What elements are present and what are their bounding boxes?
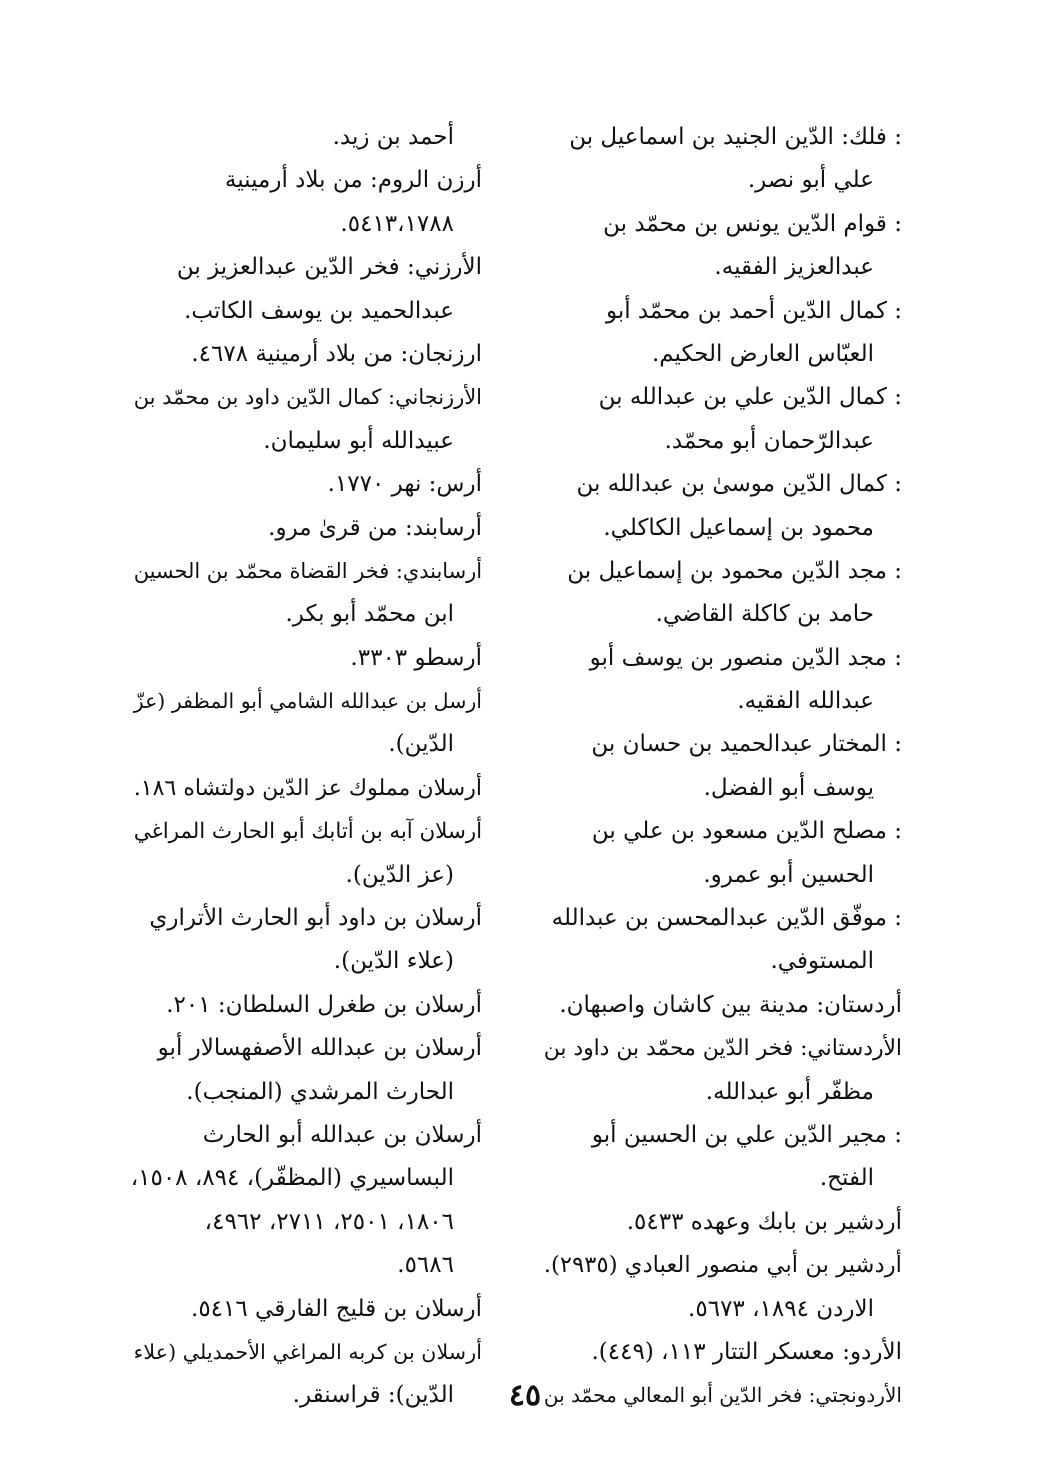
index-entry [540, 897, 902, 940]
index-entry-text: أرزن الروم: من بلاد أرمينية [224, 167, 482, 194]
index-entry-continuation [130, 940, 482, 983]
index-entry [540, 1114, 902, 1157]
index-entry-continuation [130, 420, 482, 463]
index-entry [540, 550, 902, 593]
index-entry [130, 1331, 482, 1374]
index-entry-text: الحسين أبو عمرو. [703, 861, 874, 888]
index-entry [130, 897, 482, 940]
page-number: ٤٥ [508, 1378, 542, 1413]
index-entry-text: الفتح. [819, 1165, 874, 1192]
index-entry-text: عبيدالله أبو سليمان. [263, 427, 454, 454]
index-entry-text: (عز الدّين). [345, 861, 454, 888]
index-entry-continuation [130, 1201, 482, 1244]
index-entry-text: عبدالرّحمان أبو محمّد. [664, 427, 874, 454]
index-entry-continuation [540, 940, 902, 983]
index-entry-text: : مجير الدّين علي بن الحسين أبو [591, 1121, 902, 1148]
index-entry-text: عبدالله الفقيه. [737, 688, 874, 715]
index-entry-continuation [540, 507, 902, 550]
index-entry-text: مظفّر أبو عبدالله. [705, 1078, 874, 1105]
index-entry-text: ٥٤١٣،١٧٨٨. [340, 210, 454, 237]
index-entry-continuation [130, 1244, 482, 1287]
index-entry-continuation [540, 593, 902, 636]
index-entry-text: الأرزني: فخر الدّين عبدالعزيز بن [176, 254, 482, 281]
index-entry-text: الأرزنجاني: كمال الدّين داود بن محمّد بن [133, 385, 482, 410]
index-entry [540, 376, 902, 419]
index-entry-text: : مجد الدّين محمود بن إسماعيل بن [567, 557, 902, 584]
index-entry [540, 116, 902, 159]
index-entry-text: الأردو: معسكر التتار ١١٣، (٤٤٩). [591, 1338, 902, 1365]
index-entry-text: ١٨٠٦، ٢٥٠١، ٢٧١١، ٤٩٦٢، [204, 1208, 454, 1235]
index-entry-text: : كمال الدّين أحمد بن محمّد أبو [605, 297, 902, 324]
index-entry-text: الأردونجتي: فخر الدّين أبو المعالي محمّد بن [543, 1383, 902, 1408]
index-entry-continuation [540, 854, 902, 897]
index-entry-text: : مجد الدّين منصور بن يوسف أبو [589, 644, 902, 671]
index-column-right [540, 116, 902, 1418]
index-entry-text: أرسلان بن عبدالله أبو الحارث [202, 1121, 482, 1148]
index-entry-text: عبدالعزيز الفقيه. [714, 254, 874, 281]
index-entry [540, 1201, 902, 1244]
index-entry-text: الدّين). [388, 731, 454, 758]
index-entry-text: حامد بن كاكلة القاضي. [655, 601, 874, 628]
index-entry-continuation [540, 1157, 902, 1200]
index-entry [130, 507, 482, 550]
index-entry-text: أردشير بن بابك وعهده ٥٤٣٣. [626, 1208, 902, 1235]
index-entry-continuation [540, 420, 902, 463]
index-entry [130, 1288, 482, 1331]
index-entry-text: أرسلان مملوك عز الدّين دولتشاه ١٨٦. [133, 775, 482, 801]
index-entry-text: محمود بن إسماعيل الكاكلي. [603, 514, 874, 541]
index-entry-text: الدّين): قراسنقر. [292, 1382, 454, 1409]
index-entry-text: : كمال الدّين موسىٰ بن عبدالله بن [576, 471, 902, 498]
index-entry-text: الحارث المرشدي (المنجب). [186, 1078, 454, 1105]
index-entry-text: : كمال الدّين علي بن عبدالله بن [598, 384, 902, 411]
index-entry [540, 810, 902, 853]
index-entry-text: الاردن ١٨٩٤، ٥٦٧٣. [688, 1295, 874, 1322]
index-entry-text: المستوفي. [770, 948, 874, 975]
index-entry [130, 246, 482, 289]
index-entry [130, 984, 482, 1027]
index-entry-text: الأردستاني: فخر الدّين محمّد بن داود بن [543, 1036, 902, 1062]
index-entry-continuation [130, 593, 482, 636]
index-entry-text: أرسل بن عبدالله الشامي أبو المظفر (عزّ [133, 689, 482, 714]
index-entry-text: ٥٦٨٦. [397, 1252, 454, 1279]
index-entry-text: أرس: نهر ١٧٧٠. [327, 471, 482, 498]
index-entry-text: : مصلح الدّين مسعود بن علي بن [591, 818, 902, 845]
index-entry [130, 810, 482, 853]
index-entry-text: علي أبو نصر. [747, 167, 874, 194]
index-entry [130, 463, 482, 506]
index-entry-continuation [540, 1071, 902, 1114]
index-entry-continuation [130, 116, 482, 159]
index-entry-text: أرسلان آبه بن أتابك أبو الحارث المراغي [133, 819, 482, 845]
index-entry-text: ارزنجان: من بلاد أرمينية ٤٦٧٨. [191, 340, 482, 367]
index-entry [130, 550, 482, 593]
index-entry-continuation [130, 1071, 482, 1114]
index-entry-continuation [540, 159, 902, 202]
index-entry-text: أرسلان بن كربه المراغي الأحمديلي (علاء [133, 1339, 482, 1364]
index-entry [540, 1027, 902, 1070]
index-entry-text: : فلك: الدّين الجنيد بن اسماعيل بن [569, 124, 902, 150]
index-entry-text: : المختار عبدالحميد بن حسان بن [591, 731, 902, 758]
index-entry-text: العبّاس العارض الحكيم. [651, 340, 874, 367]
index-entry [540, 290, 902, 333]
index-entry-continuation [540, 767, 902, 810]
index-entry-continuation [130, 203, 482, 246]
index-entry-text: ابن محمّد أبو بكر. [285, 601, 454, 628]
index-entry [540, 203, 902, 246]
index-entry-text: عبدالحميد بن يوسف الكاتب. [184, 297, 454, 324]
index-entry-text: أرسلان بن عبدالله الأصفهسالار أبو [157, 1035, 482, 1062]
index-entry-text: أرسطو ٣٣٠٣. [350, 644, 482, 671]
index-entry [540, 1331, 902, 1374]
index-entry [130, 333, 482, 376]
index-entry-continuation [540, 333, 902, 376]
index-entry-text: : موفّق الدّين عبدالمحسن بن عبدالله [551, 905, 902, 932]
index-entry-continuation [130, 290, 482, 333]
index-entry [540, 463, 902, 506]
index-entry-text: أحمد بن زيد. [332, 124, 454, 150]
index-entry-continuation [130, 854, 482, 897]
index-entry [130, 767, 482, 810]
index-entry-text: أردستان: مدينة بين كاشان واصبهان. [559, 991, 902, 1018]
index-entry-text: أرسابند: من قرىٰ مرو. [268, 514, 482, 541]
index-entry [130, 376, 482, 419]
index-entry-text: أرسابندي: فخر القضاة محمّد بن الحسين [133, 558, 482, 583]
index-column-left [130, 116, 482, 1418]
index-entry-continuation [130, 723, 482, 766]
index-entry-continuation [540, 680, 902, 723]
index-entry [540, 637, 902, 680]
index-entry-continuation [130, 1157, 482, 1200]
index-entry-text: أردشير بن أبي منصور العبادي (٢٩٣٥). [543, 1252, 902, 1279]
index-entry-text: البساسيري (المظفّر)، ٨٩٤، ١٥٠٨، [130, 1165, 454, 1192]
index-entry [130, 680, 482, 723]
index-entry-text: (علاء الدّين). [333, 948, 454, 975]
index-entry [130, 1114, 482, 1157]
index-entry [130, 637, 482, 680]
index-entry [540, 1244, 902, 1287]
index-entry-text: أرسلان بن طغرل السلطان: ٢٠١. [166, 991, 482, 1018]
index-entry [130, 1027, 482, 1070]
index-entry [130, 159, 482, 202]
index-entry [540, 723, 902, 766]
index-entry-text: يوسف أبو الفضل. [703, 774, 874, 801]
index-entry-text: : قوام الدّين يونس بن محمّد بن [603, 210, 902, 237]
index-entry-text: أرسلان بن قليج الفارقي ٥٤١٦. [191, 1295, 482, 1322]
index-entry-text: أرسلان بن داود أبو الحارث الأتراري [149, 905, 482, 932]
index-entry [540, 984, 902, 1027]
index-entry-continuation [540, 1288, 902, 1331]
index-entry-continuation [540, 246, 902, 289]
